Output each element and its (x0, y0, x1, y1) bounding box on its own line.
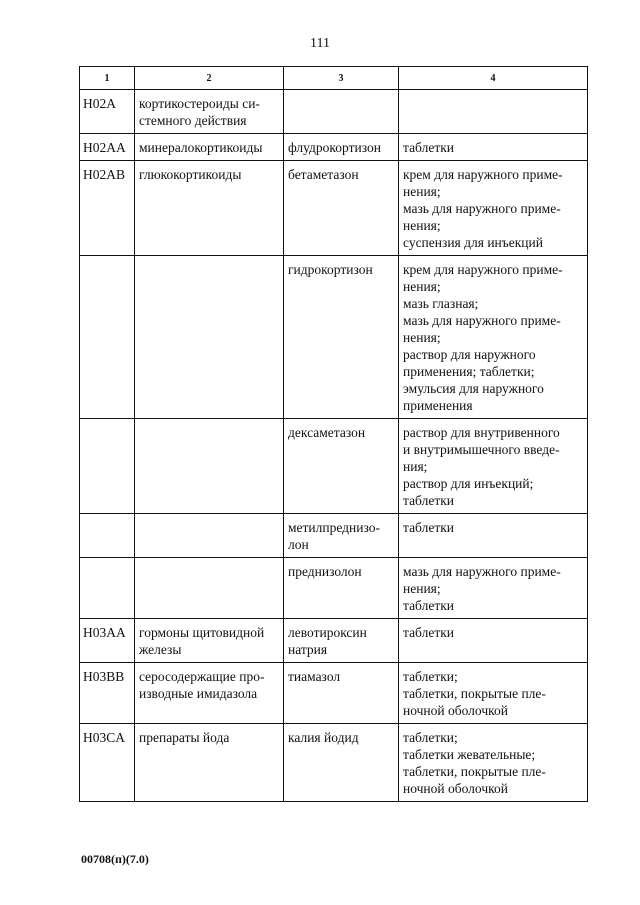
cell-text-line: таблетки; (403, 730, 458, 745)
cell-text-line: натрия (288, 642, 328, 657)
atc-code-cell (80, 419, 135, 514)
column-header-4: 4 (399, 67, 588, 90)
drug-name-cell (284, 663, 399, 724)
cell-text-line: ночной оболочкой (403, 781, 508, 796)
cell-text-line: левотироксин (288, 625, 367, 640)
cell-text-line: раствор для инъекций; (403, 476, 534, 491)
drug-name-cell (284, 134, 399, 161)
cell-text-line: изводные имидазола (139, 686, 258, 701)
table-row (80, 619, 588, 663)
page-number: 111 (310, 36, 330, 51)
drug-name-cell (284, 256, 399, 419)
drug-table (79, 66, 588, 802)
cell-text-line: флудрокортизон (288, 140, 381, 155)
cell-text-line: мазь для наружного приме- (403, 564, 561, 579)
anatomical-group-cell (135, 256, 284, 419)
cell-text-line: нения; (403, 218, 441, 233)
table-row (80, 90, 588, 134)
column-header-1: 1 (80, 67, 135, 90)
anatomical-group-cell (135, 558, 284, 619)
cell-text-line: нения; (403, 330, 441, 345)
cell-text-line: крем для наружного приме- (403, 262, 563, 277)
dosage-forms-cell (399, 724, 588, 802)
table-row (80, 558, 588, 619)
cell-text-line: ночной оболочкой (403, 703, 508, 718)
drug-name-cell (284, 724, 399, 802)
table-row (80, 161, 588, 256)
document-code: 00708(п)(7.0) (81, 852, 149, 866)
atc-code-cell: H03AA (80, 619, 135, 663)
dosage-forms-cell (399, 419, 588, 514)
anatomical-group-cell (135, 419, 284, 514)
dosage-forms-cell (399, 134, 588, 161)
atc-code-cell: H03BB (80, 663, 135, 724)
cell-text-line: мазь для наружного приме- (403, 313, 561, 328)
cell-text-line: таблетки жевательные; (403, 747, 536, 762)
atc-code-cell: H02AB (80, 161, 135, 256)
cell-text-line: таблетки (403, 598, 455, 613)
atc-code-cell: H02A (80, 90, 135, 134)
table-row (80, 663, 588, 724)
cell-text-line: таблетки, покрытые пле- (403, 764, 546, 779)
table-body (80, 90, 588, 802)
atc-code-cell (80, 558, 135, 619)
cell-text-line: кортикостероиды си- (139, 96, 260, 111)
cell-text-line: таблетки; (403, 669, 458, 684)
cell-text-line: гормоны щитовидной (139, 625, 265, 640)
cell-text-line: применения; таблетки; (403, 364, 535, 379)
table-row (80, 724, 588, 802)
table-row (80, 134, 588, 161)
anatomical-group-cell (135, 514, 284, 558)
anatomical-group-cell (135, 724, 284, 802)
cell-text-line: гидрокортизон (288, 262, 373, 277)
atc-code-cell: H02AA (80, 134, 135, 161)
table-row (80, 256, 588, 419)
drug-name-cell (284, 419, 399, 514)
drug-name-cell (284, 514, 399, 558)
column-header-3: 3 (284, 67, 399, 90)
table-row (80, 419, 588, 514)
dosage-forms-cell (399, 90, 588, 134)
table-row (80, 514, 588, 558)
header-row (80, 67, 588, 90)
cell-text-line: глюкокортикоиды (139, 167, 242, 182)
cell-text-line: бетаметазон (288, 167, 359, 182)
dosage-forms-cell (399, 514, 588, 558)
drug-name-cell (284, 161, 399, 256)
cell-text-line: стемного действия (139, 113, 247, 128)
cell-text-line: крем для наружного приме- (403, 167, 563, 182)
cell-text-line: нения; (403, 184, 441, 199)
atc-code-cell: H03CA (80, 724, 135, 802)
anatomical-group-cell (135, 619, 284, 663)
cell-text-line: нения; (403, 581, 441, 596)
cell-text-line: лон (288, 537, 309, 552)
dosage-forms-cell (399, 558, 588, 619)
cell-text-line: минералокортикоиды (139, 140, 263, 155)
cell-text-line: преднизолон (288, 564, 362, 579)
anatomical-group-cell (135, 90, 284, 134)
cell-text-line: таблетки (403, 493, 455, 508)
cell-text-line: препараты йода (139, 730, 230, 745)
cell-text-line: эмульсия для наружного (403, 381, 544, 396)
anatomical-group-cell (135, 134, 284, 161)
cell-text-line: мазь глазная; (403, 296, 479, 311)
anatomical-group-cell (135, 663, 284, 724)
dosage-forms-cell (399, 663, 588, 724)
cell-text-line: таблетки (403, 140, 455, 155)
dosage-forms-cell (399, 256, 588, 419)
cell-text-line: раствор для наружного (403, 347, 536, 362)
drug-name-cell (284, 558, 399, 619)
cell-text-line: раствор для внутривенного (403, 425, 560, 440)
dosage-forms-cell (399, 619, 588, 663)
table-header (80, 67, 588, 90)
atc-code-cell (80, 256, 135, 419)
cell-text-line: нения; (403, 279, 441, 294)
cell-text-line: суспензия для инъекций (403, 235, 543, 250)
cell-text-line: железы (139, 642, 182, 657)
cell-text-line: тиамазол (288, 669, 341, 684)
cell-text-line: дексаметазон (288, 425, 366, 440)
cell-text-line: ния; (403, 459, 428, 474)
cell-text-line: метилпреднизо- (288, 520, 381, 535)
drug-name-cell (284, 619, 399, 663)
anatomical-group-cell (135, 161, 284, 256)
cell-text-line: таблетки (403, 520, 455, 535)
cell-text-line: калия йодид (288, 730, 359, 745)
column-header-2: 2 (135, 67, 284, 90)
atc-code-cell (80, 514, 135, 558)
dosage-forms-cell (399, 161, 588, 256)
cell-text-line: мазь для наружного приме- (403, 201, 561, 216)
cell-text-line: таблетки, покрытые пле- (403, 686, 546, 701)
drug-name-cell (284, 90, 399, 134)
cell-text-line: и внутримышечного введе- (403, 442, 560, 457)
cell-text-line: таблетки (403, 625, 455, 640)
cell-text-line: серосодержащие про- (139, 669, 265, 684)
cell-text-line: применения (403, 398, 473, 413)
